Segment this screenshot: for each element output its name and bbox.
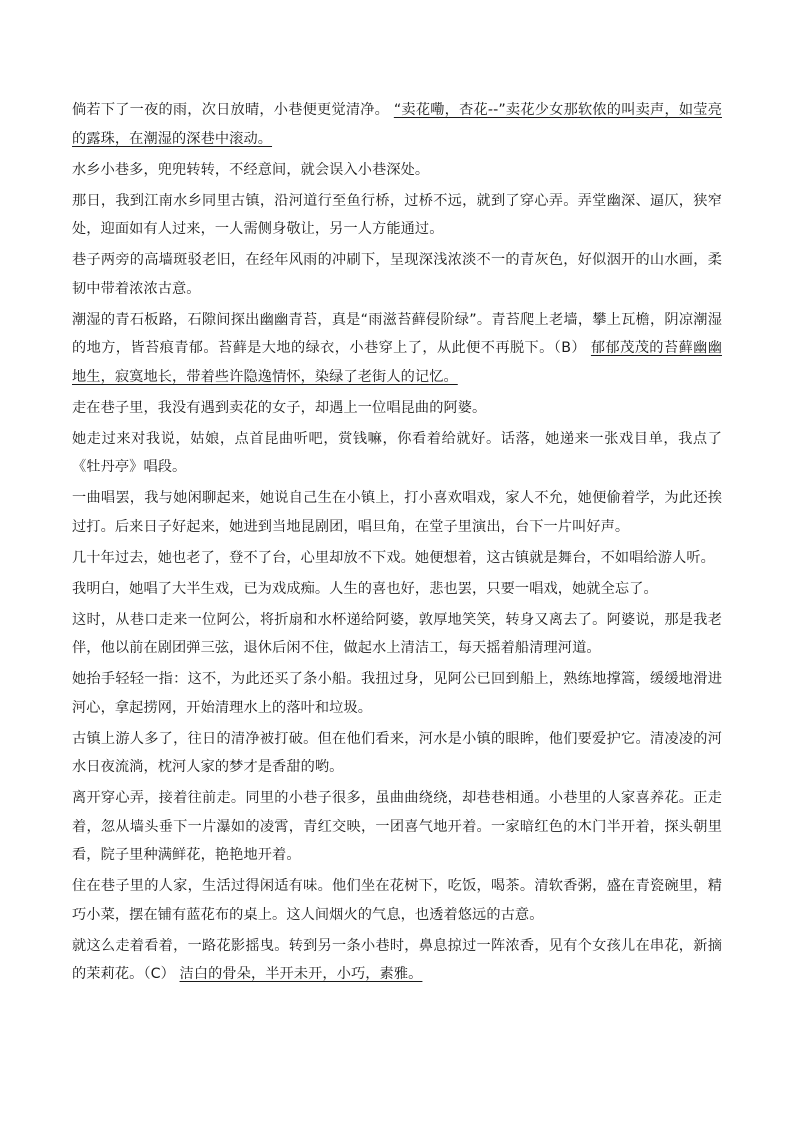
paragraph <box>72 725 722 782</box>
paragraph-text: 这时，从巷口走来一位阿公，将折扇和水杯递给阿婆，敦厚地笑笑，转身又离去了。阿婆说，那是我老伴，他以前在剧团弹三弦，退休后闲不住，做起水上清洁工，每天摇着船清理河道。 <box>72 611 722 656</box>
paragraph-text: 走在巷子里，我没有遇到卖花的女子，却遇上一位唱昆曲的阿婆。 <box>72 399 487 416</box>
paragraph <box>72 425 722 482</box>
paragraph-text: 住在巷子里的人家，生活过得闲适有味。他们坐在花树下，吃饭，喝茶。清软香粥，盛在青瓷碗里，精巧小菜，摆在铺有蓝花布的桌上。这人间烟火的气息，也透着悠远的古意。 <box>72 878 722 923</box>
paragraph <box>72 96 722 153</box>
paragraph <box>72 575 722 604</box>
underlined-text: “卖花嘞，杏花--”卖花少女那软侬的叫卖声，如莹亮的露珠，在潮湿的深巷中滚动。 <box>72 102 722 147</box>
paragraph-text: 就这么走着看着，一路花影摇曳。转到另一条小巷时，鼻息掠过一阵浓香，见有个女孩儿在串花，新摘的茉莉花。（C） <box>72 937 722 982</box>
paragraph <box>72 665 722 722</box>
paragraph <box>72 246 722 303</box>
paragraph-text: 她走过来对我说，姑娘，点首昆曲听吧，赏钱嘛，你看着给就好。话落，她递来一张戏目单，我点了《牡丹亭》唱段。 <box>72 430 722 475</box>
paragraph-text: 潮湿的青石板路，石隙间探出幽幽青苔，真是“雨滋苔藓侵阶绿”。青苔爬上老墙，攀上瓦檐，阴凉潮湿的地方，皆苔痕青郁。苔藓是大地的绿衣，小巷穿上了，从此便不再脱下。（B） <box>72 311 722 356</box>
paragraph-text: 古镇上游人多了，往日的清净被打破。但在他们看来，河水是小镇的眼眸，他们要爱护它。清凌凌的河水日夜流淌，枕河人家的梦才是香甜的哟。 <box>72 730 722 775</box>
paragraph-text: 她抬手轻轻一指：这不，为此还买了条小船。我扭过身，见阿公已回到船上，熟练地撑篙，缓缓地滑进河心，拿起捞网，开始清理水上的落叶和垃圾。 <box>72 671 722 716</box>
paragraph <box>72 484 722 541</box>
paragraph <box>72 544 722 573</box>
paragraph-text: 水乡小巷多，兜兜转转，不经意间，就会误入小巷深处。 <box>72 161 430 178</box>
paragraph-text: 那日，我到江南水乡同里古镇，沿河道行至鱼行桥，过桥不远，就到了穿心弄。弄堂幽深、逼仄，狭窄处，迎面如有人过来，一人需侧身敬让，另一人方能通过。 <box>72 192 722 237</box>
paragraph-text: 离开穿心弄，接着往前走。同里的小巷子很多，虽曲曲绕绕，却巷巷相通。小巷里的人家喜养花。正走着，忽从墙头垂下一片瀑如的凌霄，青红交映，一团喜气地开着。一家暗红色的木门半开着，探头朝里看，院子里种满鲜花，艳艳地开着。 <box>72 790 722 863</box>
paragraph <box>72 872 722 929</box>
paragraph <box>72 932 722 989</box>
underlined-text: 洁白的骨朵，半开未开，小巧，素雅。 <box>179 966 423 982</box>
paragraph <box>72 394 722 423</box>
document-body <box>72 96 722 991</box>
paragraph <box>72 156 722 185</box>
paragraph-text: 我明白，她唱了大半生戏，已为戏成痴。人生的喜也好，悲也罢，只要一唱戏，她就全忘了。 <box>72 580 658 597</box>
paragraph-text: 巷子两旁的高墙斑驳老旧，在经年风雨的冲刷下，呈现深浅浓淡不一的青灰色，好似洇开的山水画，柔韧中带着浓浓古意。 <box>72 252 722 297</box>
paragraph-text: 倘若下了一夜的雨，次日放晴，小巷便更觉清净。 <box>72 102 394 118</box>
paragraph-text: 一曲唱罢，我与她闲聊起来，她说自己生在小镇上，打小喜欢唱戏，家人不允，她便偷着学，为此还挨过打。后来日子好起来，她进到当地昆剧团，唱旦角，在堂子里演出，台下一片叫好声。 <box>72 490 722 535</box>
paragraph <box>72 187 722 244</box>
paragraph <box>72 784 722 870</box>
underlined-text: 郁郁茂茂的苔藓幽幽地生，寂寞地长，带着些许隐逸情怀，染绿了老街人的记忆。 <box>72 340 722 385</box>
paragraph <box>72 606 722 663</box>
paragraph-text: 几十年过去，她也老了，登不了台，心里却放不下戏。她便想着，这古镇就是舞台，不如唱给游人听。 <box>72 549 715 566</box>
paragraph <box>72 306 722 392</box>
